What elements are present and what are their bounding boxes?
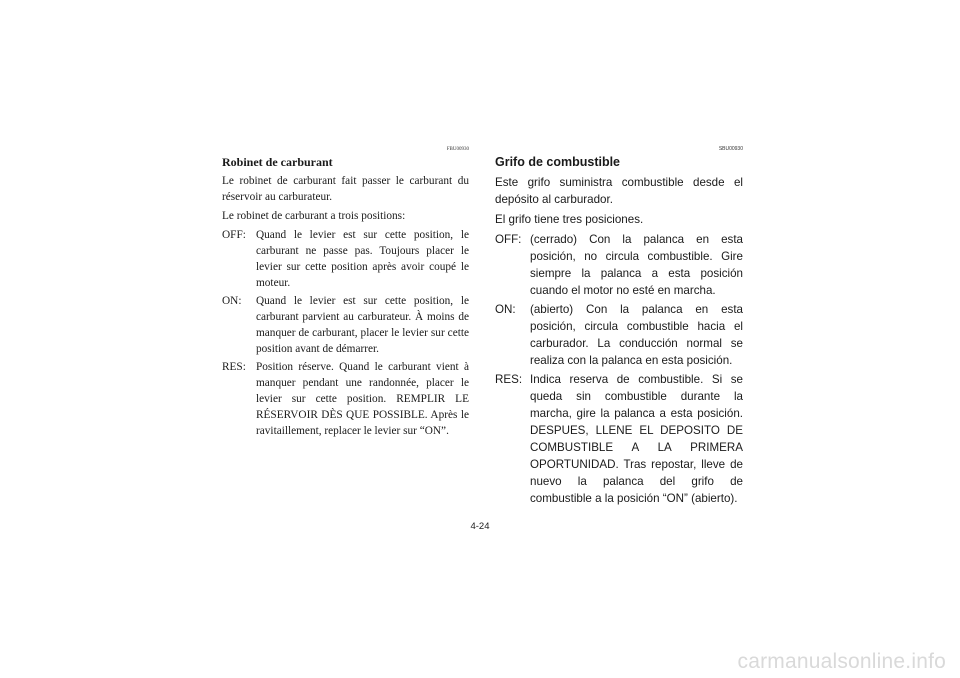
definition-term: OFF:	[222, 229, 246, 241]
intro-paragraph: Este grifo suministra combustible desde el depósito al carburador.	[495, 176, 743, 206]
page-number: 4-24	[470, 521, 490, 532]
definition-text: (abierto) Con la palanca en esta posición, circula combustible hacia el carburador. La conducción normal se realiza con la palanca en esta posición.	[530, 303, 743, 367]
intro-paragraph-2: Le robinet de carburant a trois positions:	[222, 210, 406, 222]
intro-paragraph-2: El grifo tiene tres posiciones.	[495, 213, 644, 226]
definition-text: Quand le levier est sur cette position, le carburant ne passe pas. Toujours placer le levier sur cette position après avoir coupé le moteur.	[256, 229, 469, 289]
french-column	[222, 146, 469, 441]
definition-text: (cerrado) Con la palanca en esta posición, no circula combustible. Gire siempre la palanca a esta posición cuando el motor no esté en marcha.	[530, 233, 743, 297]
definition-term: ON:	[222, 295, 242, 307]
section-title: Robinet de carburant	[222, 155, 333, 169]
spanish-column	[495, 146, 743, 509]
definition-term: RES:	[222, 361, 246, 373]
definition-text: Quand le levier est sur cette position, le carburant parvient au carburateur. À moins de manquer de carburant, placer le levier sur cette position avant de démarrer.	[256, 295, 469, 355]
watermark: carmanualsonline.info	[737, 650, 946, 673]
definition-on	[222, 293, 469, 357]
definition-off	[495, 231, 743, 299]
intro-paragraph: Le robinet de carburant fait passer le carburant du réservoir au carburateur.	[222, 175, 469, 203]
definition-on	[495, 301, 743, 369]
definition-off	[222, 227, 469, 291]
section-code: FBU00930	[446, 147, 469, 152]
section-title: Grifo de combustible	[495, 155, 621, 169]
definition-text: Position réserve. Quand le carburant vient à manquer pendant une randonnée, placer le levier sur cette position. REMPLIR LE RÉSERVOIR DÈS QUE POSSIBLE. Après le ravitaillement, replacer le levier sur “ON”.	[256, 361, 469, 437]
definition-res	[222, 359, 469, 439]
definition-term: ON:	[495, 303, 516, 316]
definition-res	[495, 371, 743, 507]
definition-term: OFF:	[495, 233, 522, 246]
section-code: SBU00930	[718, 146, 743, 152]
definition-text: Indica reserva de combustible. Si se queda sin combustible durante la marcha, gire la palanca a esta posición. DESPUES, LLENE EL DEPOSITO DE COMBUSTIBLE A LA PRIMERA OPORTUNIDAD. Tras repostar, lleve de nuevo la palanca del grifo de combustible a la posición “ON” (abierto).	[530, 373, 743, 505]
definition-term: RES:	[495, 373, 523, 386]
